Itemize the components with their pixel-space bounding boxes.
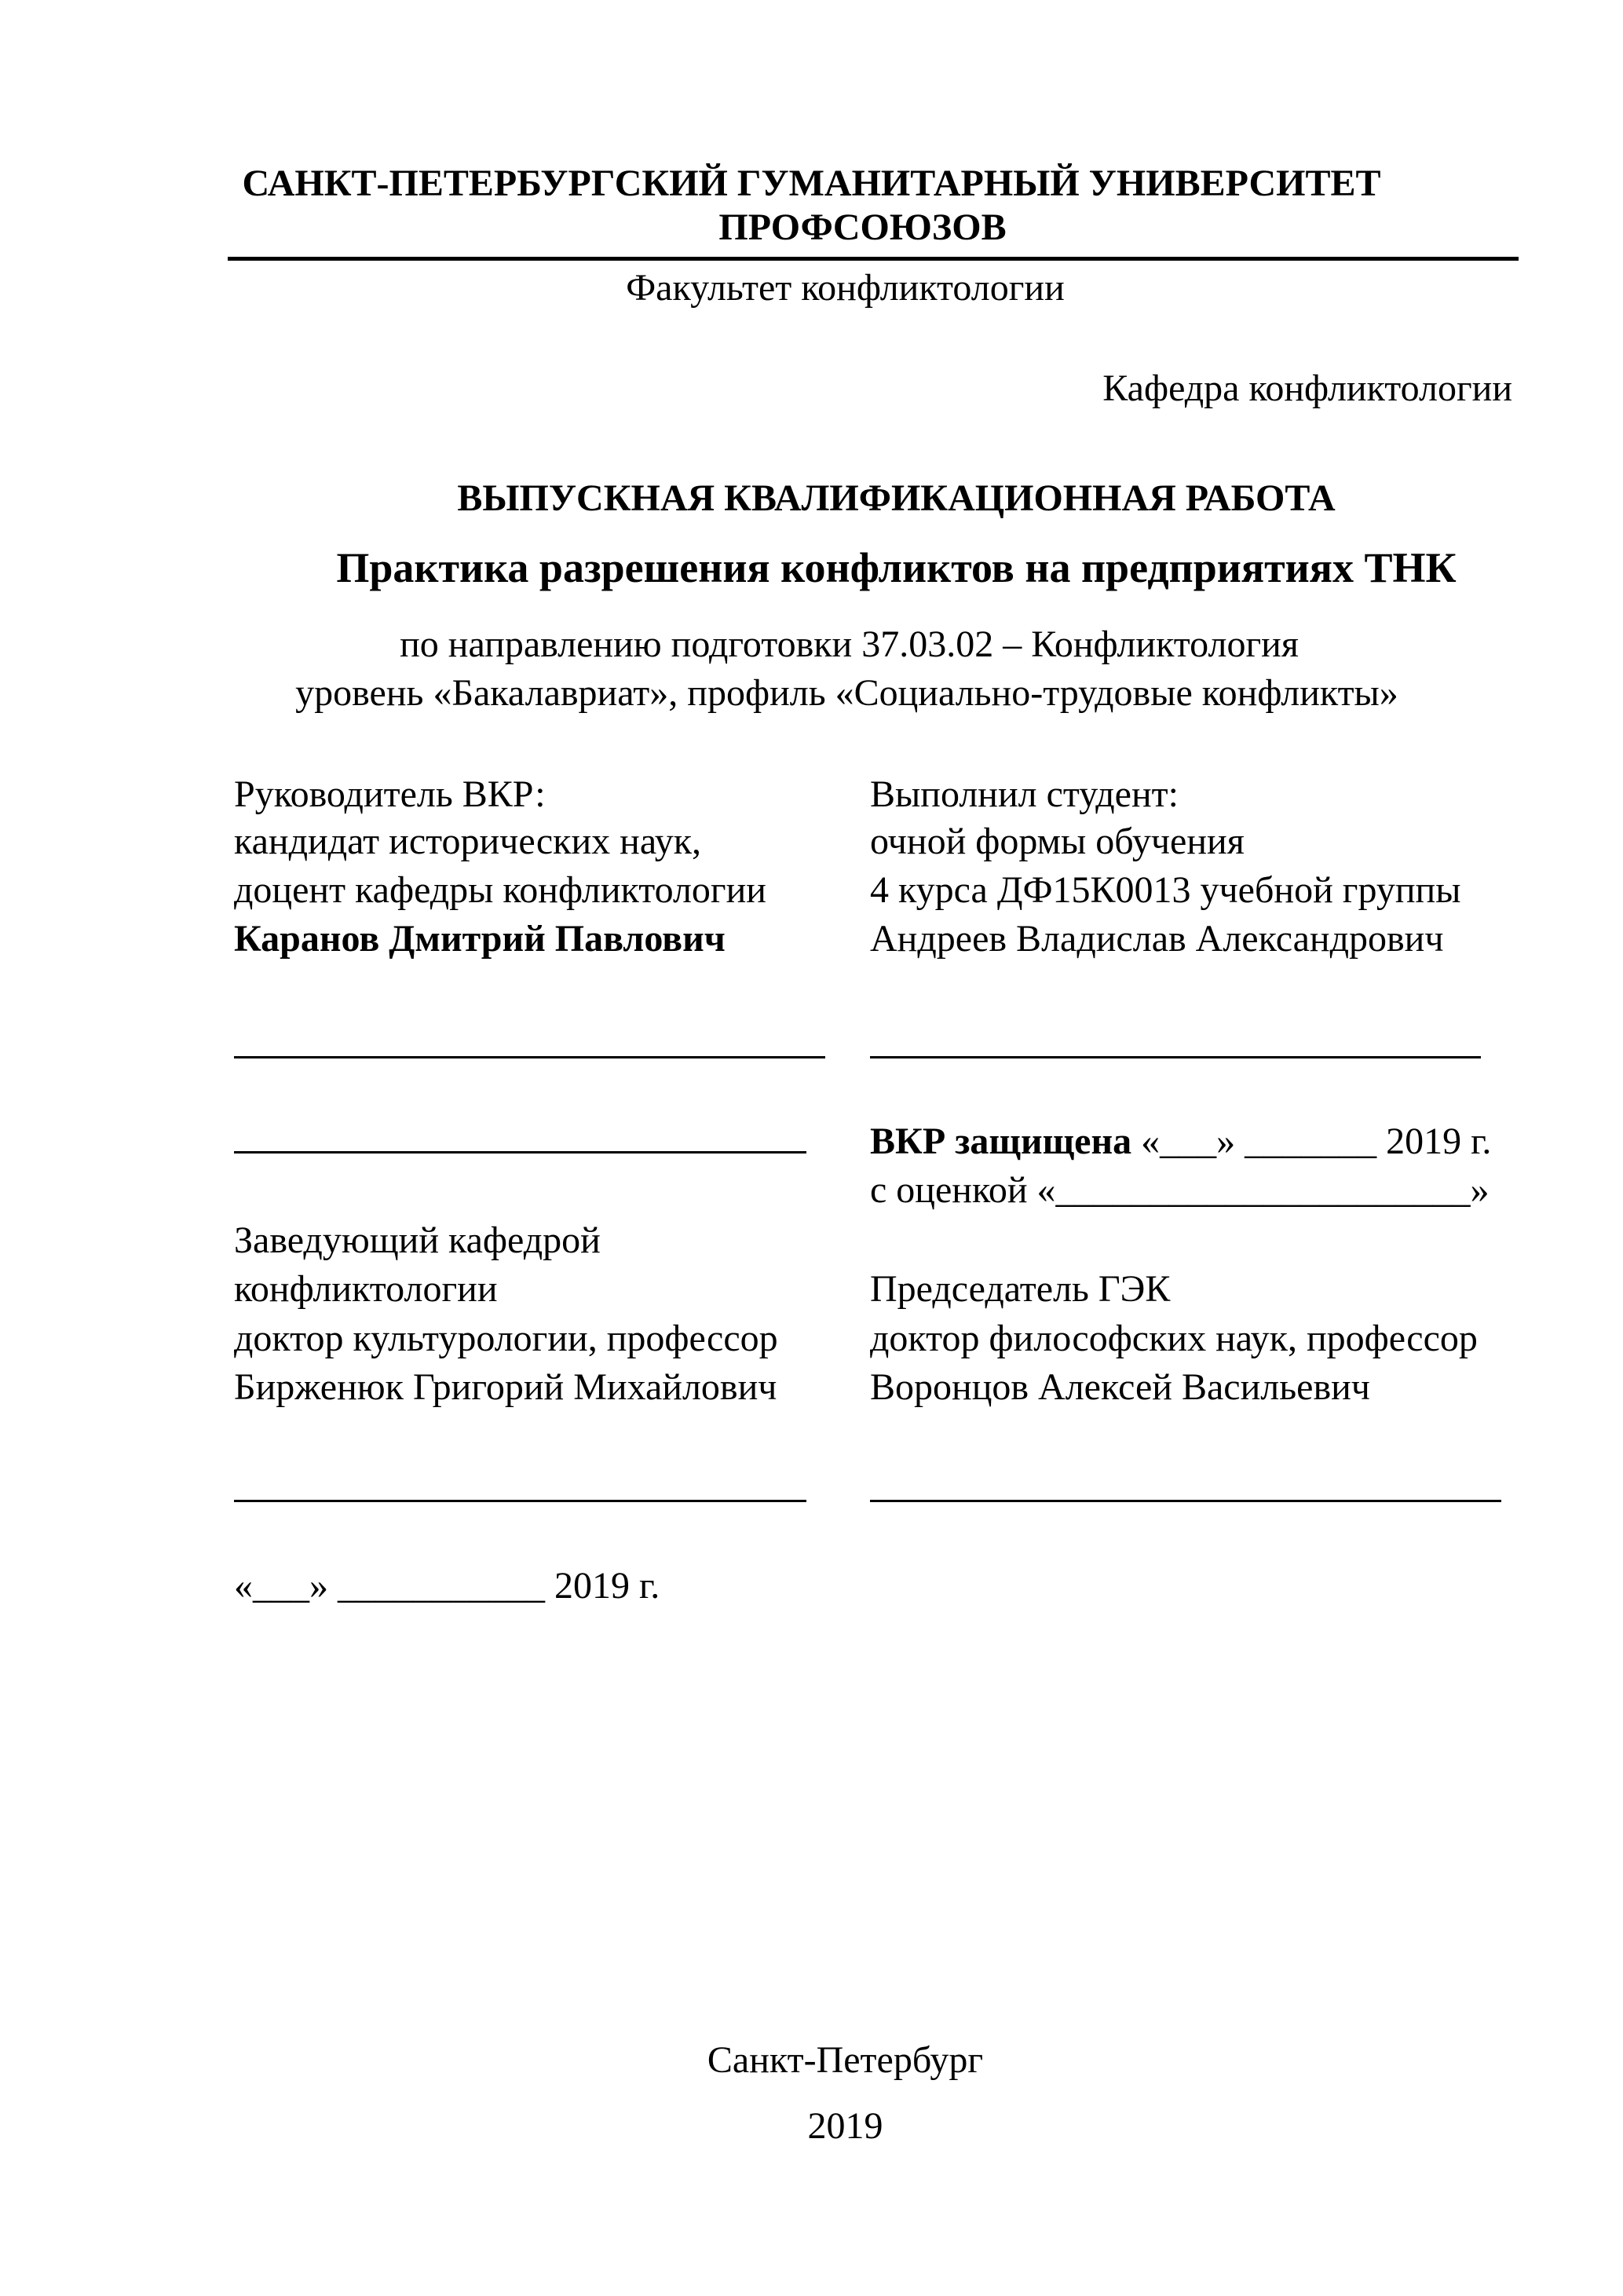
head-name: Бирженюк Григорий Михайлович — [234, 1366, 777, 1408]
student-label: Выполнил студент: — [870, 773, 1179, 815]
head-label: Заведующий кафедрой — [234, 1219, 601, 1261]
supervisor-signature-line — [234, 1056, 825, 1058]
signature-date: «___» ___________ 2019 г. — [234, 1565, 660, 1607]
thesis-topic: Практика разрешения конфликтов на предприятиях ТНК — [336, 544, 1457, 591]
defense-grade: с оценкой «______________________» — [870, 1169, 1490, 1211]
supervisor-position: доцент кафедры конфликтологии — [234, 869, 766, 911]
head-degree: доктор культурологии, профессор — [234, 1318, 778, 1359]
faculty: Факультет конфликтологии — [626, 267, 1065, 309]
defense-date — [870, 1117, 1491, 1166]
student-group: 4 курса ДФ15К0013 учебной группы — [870, 869, 1461, 911]
study-level-profile: уровень «Бакалавриат», профиль «Социально-трудовые конфликты» — [295, 672, 1398, 714]
department: Кафедра конфликтологии — [1102, 367, 1512, 409]
defense-date-blank: «___» _______ 2019 г. — [1131, 1121, 1492, 1162]
study-direction: по направлению подготовки 37.03.02 – Конфликтология — [400, 623, 1299, 665]
head-label-department: конфликтологии — [234, 1268, 498, 1310]
supervisor-name: Каранов Дмитрий Павлович — [234, 918, 726, 960]
supervisor-label: Руководитель ВКР: — [234, 773, 546, 815]
year: 2019 — [807, 2105, 883, 2147]
gek-chair-name: Воронцов Алексей Васильевич — [870, 1366, 1370, 1408]
university-name-line1: САНКТ-ПЕТЕРБУРГСКИЙ ГУМАНИТАРНЫЙ УНИВЕРСИТЕТ — [242, 163, 1381, 204]
header-divider — [228, 257, 1519, 261]
head-signature-line — [234, 1500, 806, 1502]
student-name: Андреев Владислав Александрович — [870, 918, 1444, 960]
student-signature-line — [870, 1056, 1481, 1058]
defense-label: ВКР защищена — [870, 1121, 1132, 1162]
city: Санкт-Петербург — [707, 2039, 984, 2081]
student-study-form: очной формы обучения — [870, 821, 1245, 862]
gek-chair-degree: доктор философских наук, профессор — [870, 1318, 1478, 1359]
gek-chair-label: Председатель ГЭК — [870, 1268, 1171, 1310]
gek-chair-signature-line — [870, 1500, 1501, 1502]
supervisor-degree: кандидат исторических наук, — [234, 821, 702, 862]
work-type: ВЫПУСКНАЯ КВАЛИФИКАЦИОННАЯ РАБОТА — [457, 477, 1336, 519]
university-name-line2: ПРОФСОЮЗОВ — [718, 207, 1007, 248]
supervisor-review-line — [234, 1151, 806, 1153]
